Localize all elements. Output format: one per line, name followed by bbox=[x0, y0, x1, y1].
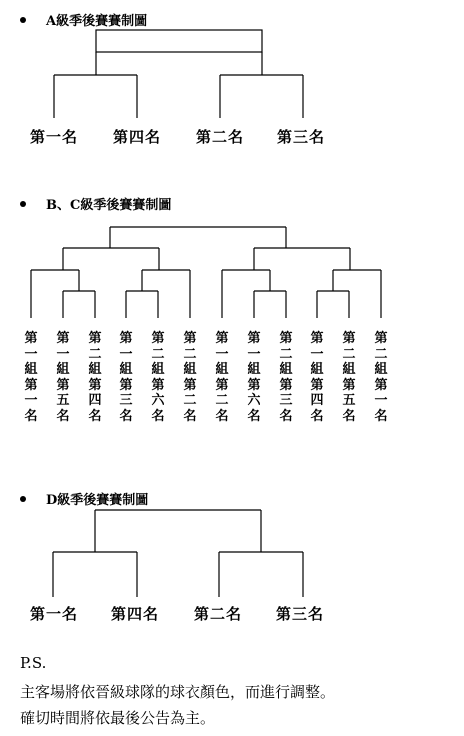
bracket-bc-label: 第 一 組 第 四 名 bbox=[310, 331, 324, 424]
bracket-bc-label: 第 一 組 第 五 名 bbox=[56, 331, 70, 424]
section-bc-title-text: B、C級季後賽賽制圖 bbox=[46, 198, 172, 213]
bracket-bc-label: 第 二 組 第 三 名 bbox=[279, 331, 293, 424]
note-line-2: 確切時間將依最後公告為主。 bbox=[20, 709, 216, 727]
bracket-d-label: 第四名 bbox=[111, 605, 160, 623]
bracket-a-label: 第三名 bbox=[277, 128, 326, 146]
section-a-title-text: A級季後賽賽制圖 bbox=[46, 14, 148, 29]
bracket-d-label: 第三名 bbox=[276, 605, 325, 623]
section-d-title-text: D級季後賽賽制圖 bbox=[46, 493, 149, 508]
bracket-a-label: 第四名 bbox=[113, 128, 162, 146]
bracket-bc-label: 第 二 組 第 一 名 bbox=[374, 331, 388, 424]
bracket-bc-label: 第 二 組 第 二 名 bbox=[183, 331, 197, 424]
bracket-d-label: 第一名 bbox=[30, 605, 79, 623]
bracket-bc-label: 第 一 組 第 二 名 bbox=[215, 331, 229, 424]
bracket-bc-label: 第 二 組 第 五 名 bbox=[342, 331, 356, 424]
ps-label: P.S. bbox=[20, 654, 47, 672]
bracket-bc-label: 第 一 組 第 六 名 bbox=[247, 331, 261, 424]
bracket-bc-label: 第 一 組 第 三 名 bbox=[119, 331, 133, 424]
bracket-d-label: 第二名 bbox=[194, 605, 243, 623]
bracket-bc-label: 第 二 組 第 四 名 bbox=[88, 331, 102, 424]
note-line-1: 主客場將依晉級球隊的球衣顏色，而進行調整。 bbox=[20, 683, 336, 701]
bracket-a-label: 第二名 bbox=[196, 128, 245, 146]
bracket-bc-label: 第 一 組 第 一 名 bbox=[24, 331, 38, 424]
bracket-a-label: 第一名 bbox=[30, 128, 79, 146]
bracket-bc-label: 第 二 組 第 六 名 bbox=[151, 331, 165, 424]
